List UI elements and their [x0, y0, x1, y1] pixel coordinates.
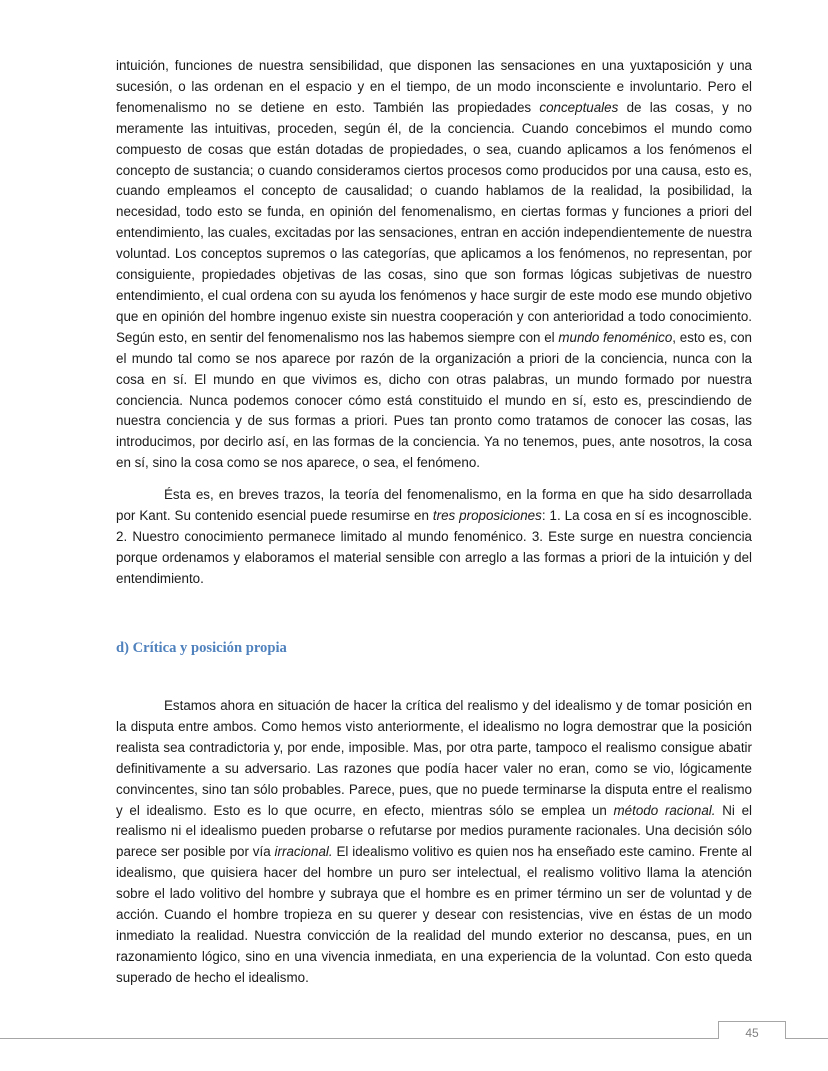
italic-run: tres proposiciones — [432, 508, 542, 524]
text-run: Estamos ahora en situación de hacer la crítica del realismo y del idealismo y de tomar posición en la disputa entre ambos. Como hemos visto anteriormente, el idealismo no logra demostrar que la posición realista sea contradictoria y, por ende, imposible. Mas, por otra parte, tampoco el realismo consigue abatir definitivamente a su adversario. Las razones que podía hacer valer no eran, como se vio, lógicamente convincentes, sino tan sólo probables. Parece, pues, que no puede terminarse la disputa entre el realismo y el idealismo. Esto es lo que ocurre, en efecto, mientras sólo se emplea un — [116, 698, 752, 818]
text-run: , esto es, con el mundo tal como se nos aparece por razón de la organización a priori de la conciencia, nunca con la cosa en sí. El mundo en que vivimos es, dicho con otras palabras, un mundo formado por nuestra conciencia. Nunca podemos conocer cómo está constituido el mundo en sí, esto es, prescindiendo de nuestra conciencia y de sus formas a priori. Pues tan pronto como tratamos de conocer las cosas, las introducimos, por decirlo así, en las formas de la conciencia. Ya no tenemos, pues, ante nosotros, la cosa en sí, sino la cosa como se nos aparece, o sea, el fenómeno. — [116, 329, 752, 471]
footer-rule — [0, 1038, 828, 1039]
text-run: El idealismo volitivo es quien nos ha enseñado este camino. Frente al idealismo, que quisiera hacer del hombre un puro ser intelectual, el realismo volitivo llama la atención sobre el lado volitivo del hombre y subraya que el hombre es en primer término un ser de voluntad y de acción. Cuando el hombre tropieza en su querer y desear con resistencias, vive en éstas de un modo inmediato la realidad. Nuestra convicción de la realidad del mundo exterior no descansa, pues, en un razonamiento lógico, sino en una vivencia inmediata, en una experiencia de la voluntad. Con esto queda superado de hecho el idealismo. — [116, 844, 752, 985]
italic-run: mundo fenoménico — [558, 329, 673, 345]
page-body — [116, 56, 753, 985]
text-run: Ni el realismo ni el idealismo pueden probarse o refutarse por medios puramente racionales. Una decisión sólo parece ser posible por vía — [116, 802, 753, 860]
italic-run: irracional. — [274, 844, 333, 860]
page-number: 45 — [718, 1021, 786, 1039]
section-heading: d) Crítica y posición propia — [116, 640, 287, 656]
italic-run: conceptuales — [539, 99, 619, 115]
text-run: : 1. La cosa en sí es incognoscible. 2. Nuestro conocimiento permanece limitado al mundo fenoménico. 3. Este surge en nuestra conciencia porque ordenamos y elaboramos el material sensible con arreglo a las formas a priori de la intuición y del entendimiento. — [116, 508, 752, 586]
paragraph-summary — [116, 485, 752, 590]
paragraph-critique — [116, 696, 752, 989]
paragraph-phenomenalism-continued — [116, 56, 752, 474]
text-run: de las cosas, y no meramente las intuitivas, proceden, según él, de la conciencia. Cuando concebimos el mundo como compuesto de cosas que están dotadas de propiedades, o sea, cuando aplicamos a los fenómenos el concepto de sustancia; o cuando consideramos ciertos procesos como producidos por una causa, esto es, cuando empleamos el concepto de causalidad; o cuando hablamos de la realidad, la posibilidad, la necesidad, todo esto se funda, en opinión del fenomenalismo, en ciertas formas y funciones a priori del entendimiento, las cuales, excitadas por las sensaciones, entran en acción independientemente de nuestra voluntad. Los conceptos supremos o las categorías, que aplicamos a los fenómenos, no representan, por consiguiente, propiedades objetivas de las cosas, sino que son formas lógicas subjetivas de nuestro entendimiento, el cual ordena con su ayuda los fenómenos y hace surgir de este modo ese mundo objetivo que en opinión del hombre ingenuo existe sin nuestra cooperación y con anterioridad a todo conocimiento. Según esto, en sentir del fenomenalismo nos las habemos siempre con el — [116, 99, 752, 345]
text-run: Ésta es, en breves trazos, la teoría del fenomenalismo, en la forma en que ha sido desarrollada por Kant. Su contenido esencial puede resumirse en — [116, 487, 752, 524]
text-run: intuición, funciones de nuestra sensibilidad, que disponen las sensaciones en una yuxtaposición y una sucesión, o las ordenan en el espacio y en el tiempo, de un modo inconsciente e involuntario. Pero el fenomenalismo no se detiene en esto. También las propiedades — [116, 58, 752, 115]
italic-run: método racional. — [613, 802, 716, 818]
